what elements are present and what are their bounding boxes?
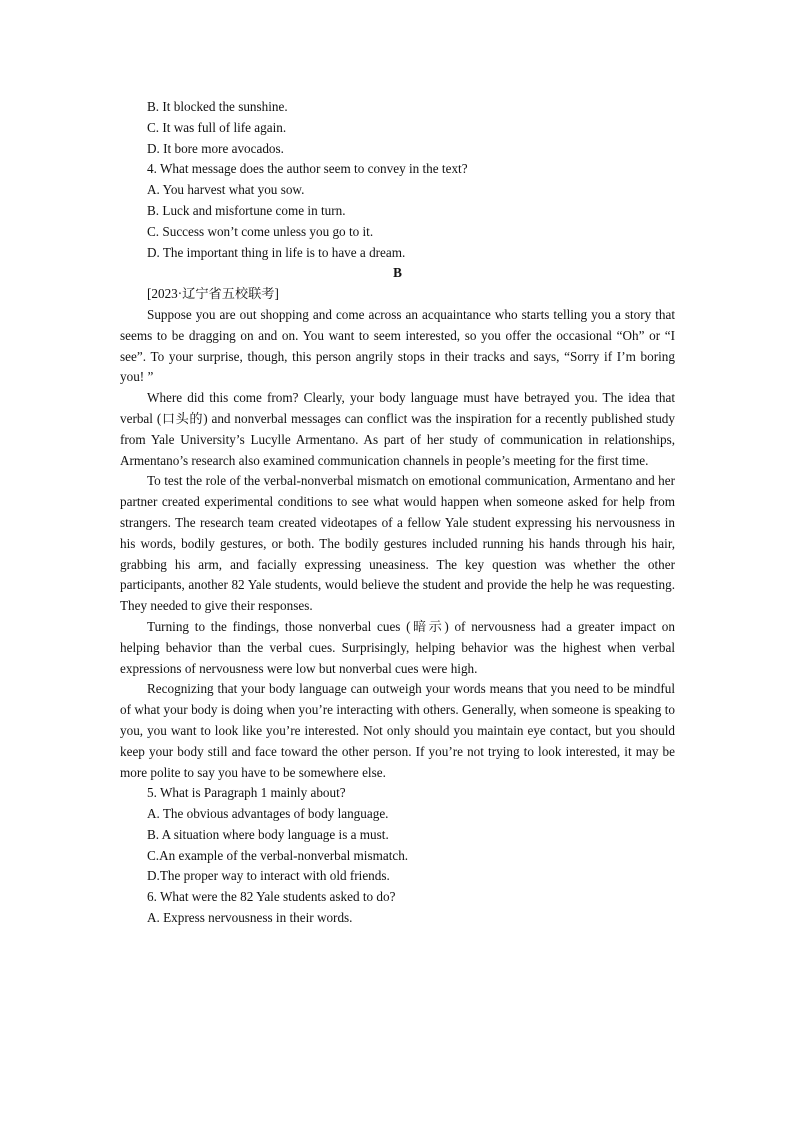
q6-option-a: A. Express nervousness in their words.: [147, 910, 353, 926]
q5-option-a: A. The obvious advantages of body language.: [147, 806, 389, 822]
passage-paragraph-2: Where did this come from? Clearly, your body language must have betrayed you. The idea that verbal (口头的) and nonverbal messages can conflict was the inspiration for a recently published study from Yale University’s Lucylle Armentano. As part of her study of communication in relationships, Armentano’s research also examined communication channels in people’s meeting for the first time.: [120, 390, 675, 468]
q5-option-d: D.The proper way to interact with old friends.: [147, 868, 390, 884]
section-label: B: [393, 265, 402, 281]
passage-paragraph-1: Suppose you are out shopping and come across an acquaintance who starts telling you a story that seems to be dragging on and on. You want to seem interested, so you offer the occasional “Oh” or “I see”. To your surprise, though, this person angrily stops in their tracks and says, “Sorry if I’m boring you! ”: [120, 306, 675, 385]
q3-option-c: C. It was full of life again.: [147, 119, 287, 135]
q5-option-c: C.An example of the verbal-nonverbal mismatch.: [147, 847, 409, 863]
q6-question: 6. What were the 82 Yale students asked to do?: [147, 889, 396, 905]
passage-paragraph-5: Recognizing that your body language can outweigh your words means that you need to be mindful of what your body is doing when you’re interacting with others. Generally, when someone is speaking to you, you want to look like you’re interested. Not only should you maintain eye contact, but you should keep your body still and face toward the other person. If you’re not trying to look interested, it may be more polite to say you have to be somewhere else.: [120, 681, 675, 780]
q4-option-b: B. Luck and misfortune come in turn.: [147, 202, 346, 218]
q4-question: 4. What message does the author seem to convey in the text?: [147, 161, 468, 177]
passage-paragraph-3: To test the role of the verbal-nonverbal mismatch on emotional communication, Armentano and her partner created experimental conditions to see what would happen when someone asked for help from strangers. The research team created videotapes of a fellow Yale student expressing his nervousness in his words, bodily gestures, or both. The bodily gestures included running his hands through his hair, grabbing his arm, and facially expressing uneasiness. The key question was whether the other participants, another 82 Yale students, would believe the student and provide the help he was requesting. They needed to give their responses.: [120, 473, 675, 614]
q3-option-b: B. It blocked the sunshine.: [147, 99, 288, 114]
q5-option-b: B. A situation where body language is a must.: [147, 826, 389, 842]
q4-option-a: A. You harvest what you sow.: [147, 182, 305, 198]
passage-paragraph-4: Turning to the findings, those nonverbal cues (暗示) of nervousness had a greater impact on helping behavior than the verbal cues. Surprisingly, helping behavior was the highest when verbal expressions of nervousness were low but nonverbal cues were high.: [120, 618, 675, 676]
document-page: [120, 97, 675, 929]
q3-option-d: D. It bore more avocados.: [147, 140, 284, 156]
q4-option-c: C. Success won’t come unless you go to it.: [147, 223, 374, 239]
q4-option-d: D. The important thing in life is to have a dream.: [147, 244, 406, 260]
passage-source: [2023·辽宁省五校联考]: [147, 286, 279, 302]
q5-question: 5. What is Paragraph 1 mainly about?: [147, 785, 346, 801]
